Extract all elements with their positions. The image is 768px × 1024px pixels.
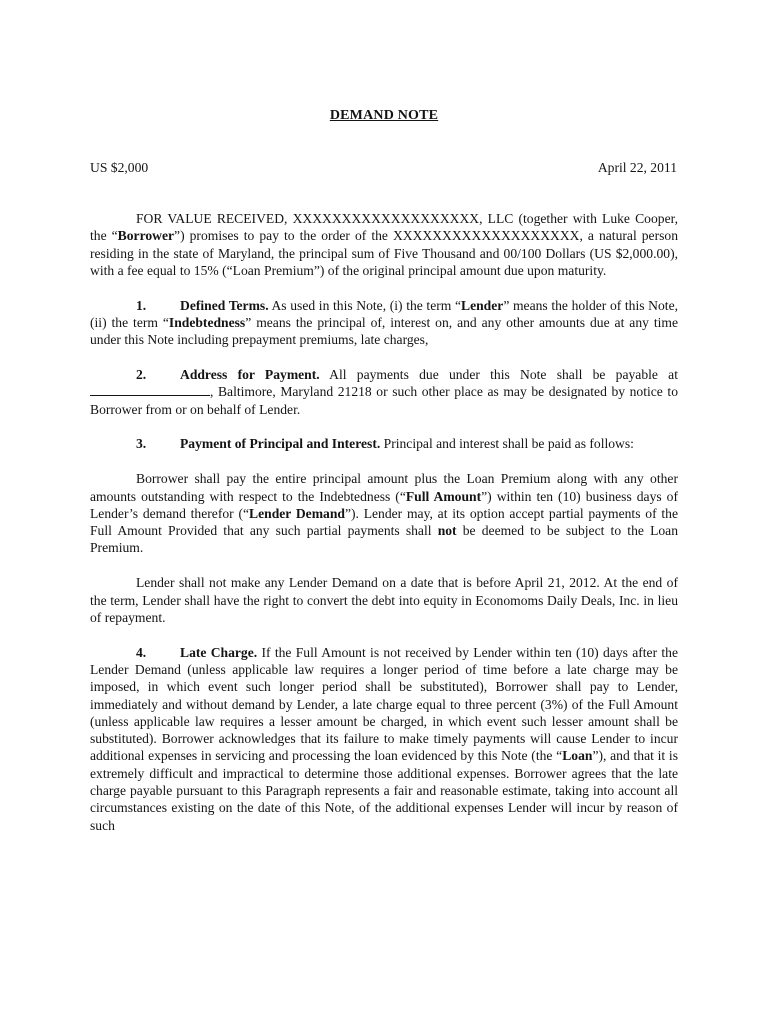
section-number: 3. [136,436,147,452]
section-3-paragraph-full-amount: Borrower shall pay the entire principal amount plus the Loan Premium along with any other amounts outstanding with respect to the Indebtedness (“Full Amount”) within ten (10) business days of Lender’s demand therefor (“Lender Demand”). Lender may, at its option accept partial payments of the Full Amount Provided that any such partial payments shall not be deemed to be subject to the Loan Premium. [90,471,679,556]
borrower-term: Borrower [117,228,175,244]
section-heading: Defined Terms. [180,297,269,313]
loan-term: Loan [562,748,593,764]
note-amount: US $2,000 [90,160,149,175]
not-emphasis: not [437,523,457,539]
section-3-payment: 3. Payment of Principal and Interest. Principal and interest shall be paid as follows: [136,436,634,452]
lender-demand-term: Lender Demand [249,505,345,521]
section-1-defined-terms: 1. Defined Terms. As used in this Note, (i) the term “Lender” means the holder of this Note, (ii) the term “Indebtedness” means the principal of, interest on, and any other amounts due at any time under this Note including prepayment premiums, late charges, [90,297,679,348]
section-3-paragraph-lender-demand-date: Lender shall not make any Lender Demand on a date that is before April 21, 2012. At the end of the term, Lender shall have the right to convert the debt into equity in Economoms Daily Deals, Inc. in lieu of repayment. [90,575,678,625]
document-title: DEMAND NOTE [329,108,439,123]
intro-paragraph: FOR VALUE RECEIVED, XXXXXXXXXXXXXXXXXXX, LLC (together with Luke Cooper, the “Borrower”) promises to pay to the order of the XXXXXXXXXXXXXXXXXXX, a natural person residing in the state of Maryland, the principal sum of Five Thousand and 00/100 Dollars (US $2,000.00), with a fee equal to 15% (“Loan Premium”) of the original principal amount due upon maturity. [90,211,678,278]
section-4-late-charge: 4. Late Charge. If the Full Amount is not received by Lender within ten (10) days after the Lender Demand (unless applicable law requires a longer period of time before a late charge may be imposed, in which event such longer period shall be substituted), Borrower shall pay to Lender, immediately and without demand by Lender, a late charge equal to three percent (3%) of the Full Amount (unless applicable law requires a lesser amount be charged, in which event such lesser amount shall be substituted). Borrower acknowledges that its failure to make timely payments will cause Lender to incur additional expenses in servicing and processing the loan evidenced by this Note (the “Loan”), and that it is extremely difficult and impractical to determine those additional expenses. Borrower agrees that the late charge payable pursuant to this Paragraph represents a fair and reasonable estimate, taking into account all circumstances existing on the date of this Note, of the additional expenses Lender will incur by reason of such [90,644,679,833]
section-2-address-for-payment: 2. Address for Payment. All payments due under this Note shall be payable at , Baltimore, Maryland 21218 or such other place as may be designated by notice to Borrower from or on behalf of Lender. [90,367,678,417]
section-number: 1. [136,297,147,313]
note-body [90,210,678,851]
note-date: April 22, 2011 [597,160,677,175]
section-heading: Payment of Principal and Interest. [180,436,381,452]
lender-term: Lender [461,297,504,313]
section-heading: Address for Payment. [180,367,320,383]
section-number: 2. [136,367,147,383]
indebtedness-term: Indebtedness [168,314,246,330]
section-number: 4. [136,644,147,660]
address-blank-line [90,383,210,396]
full-amount-term: Full Amount [405,488,482,504]
section-heading: Late Charge. [180,644,258,660]
amount-date-line [90,160,677,176]
